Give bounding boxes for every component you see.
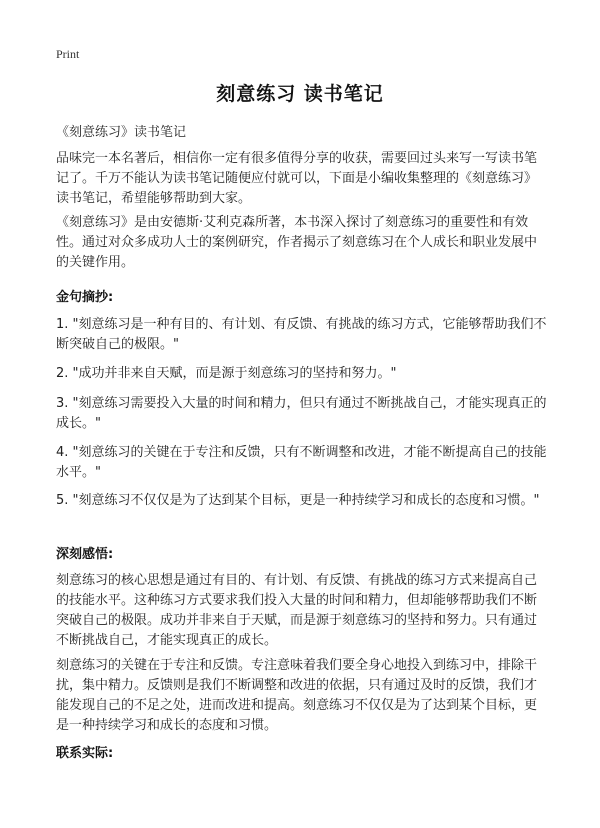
practice-heading: 联系实际: bbox=[56, 746, 114, 761]
intro-paragraph-2: 《刻意练习》是由安德斯·艾利克森所著，本书深入探讨了刻意练习的重要性和有效性。通过对众多成功人士的案例研究，作者揭示了刻意练习在个人成长和职业发展中的关键作用。 bbox=[56, 215, 538, 270]
intro-paragraph-1: 品味完一本名著后，相信你一定有很多值得分享的收获，需要回过头来写一写读书笔记了。千万不能认为读书笔记随便应付就可以，下面是小编收集整理的《刻意练习》读书笔记，希望能够帮助到大家。 bbox=[56, 151, 538, 206]
quote-item-1: 1. "刻意练习是一种有目的、有计划、有反馈、有挑战的练习方式，它能够帮助我们不断突破自己的极限。" bbox=[56, 317, 547, 352]
quote-item-5: 5. "刻意练习不仅仅是为了达到某个目标，更是一种持续学习和成长的态度和习惯。" bbox=[56, 493, 540, 508]
quotes-heading: 金句摘抄: bbox=[56, 290, 114, 305]
subtitle: 《刻意练习》读书笔记 bbox=[56, 125, 187, 140]
quote-item-4: 4. "刻意练习的关键在于专注和反馈，只有不断调整和改进，才能不断提高自己的技能水平。" bbox=[56, 445, 547, 480]
quote-item-2: 2. "成功并非来自天赋，而是源于刻意练习的坚持和努力。" bbox=[56, 366, 397, 381]
insights-heading: 深刻感悟: bbox=[56, 547, 114, 562]
quote-item-3: 3. "刻意练习需要投入大量的时间和精力，但只有通过不断挑战自己，才能实现真正的成长。" bbox=[56, 396, 547, 431]
page-title: 刻意练习 读书笔记 bbox=[216, 83, 384, 105]
insight-paragraph-2: 刻意练习的关键在于专注和反馈。专注意味着我们要全身心地投入到练习中，排除干扰，集中精力。反馈则是我们不断调整和改进的依据，只有通过及时的反馈，我们才能发现自己的不足之处，进而改进和提高。刻意练习不仅仅是为了达到某个目标，更是一种持续学习和成长的态度和习惯。 bbox=[56, 658, 538, 733]
insight-paragraph-1: 刻意练习的核心思想是通过有目的、有计划、有反馈、有挑战的练习方式来提高自己的技能水平。这种练习方式要求我们投入大量的时间和精力，但却能够帮助我们不断突破自己的极限。成功并非来自于天赋，而是源于刻意练习的坚持和努力。只有通过不断挑战自己，才能实现真正的成长。 bbox=[56, 573, 538, 648]
print-label: Print bbox=[56, 47, 80, 61]
